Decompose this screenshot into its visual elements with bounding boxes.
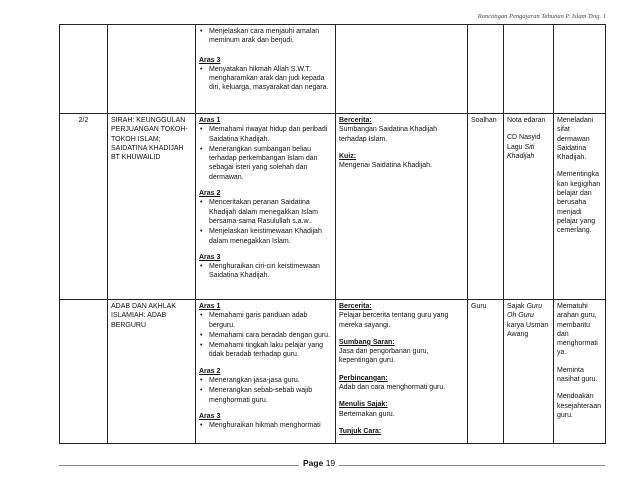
activity-text: Bertemakan guru.	[339, 410, 395, 418]
level-heading: Aras 3	[199, 253, 221, 261]
list-item: • Menghuraikan hikmah menghormati	[199, 421, 332, 430]
activity-title: Tunjuk Cara:	[339, 427, 382, 435]
topic-cell: ADAB DAN AKHLAK ISLAMIAH: ADAB BERGURU	[108, 300, 196, 444]
level-heading: Aras 2	[199, 367, 221, 375]
resource-item: CD Nasyid	[507, 134, 541, 142]
list-item: • Menceritakan peranan Saidatina Khadijah dalam menegakkan Islam bersama-sama Rasulullah s.a.w..	[199, 198, 332, 226]
week-cell: 2/2	[60, 114, 108, 300]
level-heading: Aras 3	[199, 56, 221, 64]
activity-text: Mengenai Saidatina Khadijah.	[339, 162, 433, 170]
activity-title: Bercerita:	[339, 117, 372, 124]
activity-title: Menulis Sajak:	[339, 401, 388, 409]
resource-item: Nota edaran	[507, 117, 546, 124]
activity-title: Sumbang Saran:	[339, 338, 395, 346]
activity-title: Bercerita:	[339, 303, 372, 310]
value-item: Mendoakan kesejahteraan guru.	[557, 393, 601, 419]
list-item: • Memahami garis panduan adab berguru.	[199, 311, 332, 330]
activity-text: Pelajar bercerita tentang guru yang mereka sayangi.	[339, 312, 449, 329]
resource-item: Sajak	[507, 303, 525, 310]
table-row	[60, 114, 606, 300]
value-item: Meneladani sifat dermawan Saidatina Khadijah.	[557, 117, 594, 162]
list-item: • Menjelaskan cara menjauhi amalan meminum arak dan berjudi.	[199, 27, 332, 46]
level-heading: Aras 3	[199, 412, 221, 420]
topic-title: SIRAH: KEUNGGULAN PERJUANGAN TOKOH-TOKOH ISLAM;	[111, 117, 188, 143]
activity-text: Jasa dan pengorbanan guru, kepentingan guru.	[339, 348, 429, 365]
objectives-cell	[196, 300, 336, 444]
document-header: Rancangan Pengajaran Tahunan P. Islam Ting. 1	[477, 13, 606, 20]
page-number: 19	[325, 458, 336, 468]
lesson-plan-table	[59, 24, 606, 444]
method-cell: Soalhan	[468, 114, 504, 300]
page-footer	[299, 458, 339, 468]
resources-cell	[504, 300, 554, 444]
activity-title: Kuiz:	[339, 152, 357, 160]
activity-text: Adab dan cara menghormati guru.	[339, 384, 446, 392]
objectives-cell	[196, 25, 336, 114]
level-heading: Aras 1	[199, 117, 221, 124]
resource-title: Guru Oh Guru	[507, 303, 543, 320]
method-cell: Guru	[468, 300, 504, 444]
page-label: Page	[303, 458, 324, 468]
resource-title: Siti Khadijah	[507, 143, 535, 160]
level-heading: Aras 2	[199, 190, 221, 198]
list-item: • Menyatakan hikmah Allah S.W.T. mengharamkan arak dan judi kepada diri, keluarga, masyarakat dan negara.	[199, 65, 332, 93]
list-item: • Menerangkan sumbangan beliau terhadap perkembangan Islam dan sebagai isteri yang solehah dan dermawan.	[199, 145, 332, 182]
activity-title: Perbincangan:	[339, 374, 388, 382]
resource-item: Lagu	[507, 143, 523, 151]
activities-cell	[336, 300, 468, 444]
values-cell	[554, 300, 606, 444]
list-item: • Menerangkan jasa-jasa guru.	[199, 376, 332, 385]
value-item: Mementingka kan kegigihan belajar dan berusaha menjadi pelajar yang cemerlang.	[557, 171, 601, 235]
topic-subtitle: SAIDATINA KHADIJAH BT KHUWAILID	[111, 144, 184, 162]
activity-text: Sumbangan Saidatina Khadijah terhadap Islam.	[339, 126, 438, 143]
list-item: • Menghuraikan ciri-ciri keistimewaan Saidatina Khadijah.	[199, 262, 332, 281]
level-heading: Aras 1	[199, 303, 221, 310]
list-item: • Memahami riwayat hidup dan peribadi Saidatina Khadijah.	[199, 125, 332, 144]
list-item: • Menjelaskan keistimewaan Khadijah dalam menegakkan Islam.	[199, 227, 332, 246]
table-row	[60, 25, 606, 114]
resource-item: karya Usman Awang	[507, 321, 549, 338]
objectives-cell	[196, 114, 336, 300]
table-row	[60, 300, 606, 444]
list-item: • Menerangkan sebab-sebab wajib menghormati guru.	[199, 386, 332, 405]
list-item: • Memahami cara beradab dengan guru.	[199, 331, 332, 340]
resources-cell	[504, 114, 554, 300]
values-cell	[554, 114, 606, 300]
activities-cell	[336, 114, 468, 300]
value-item: Meminta nasihat guru.	[557, 366, 598, 384]
topic-cell	[108, 114, 196, 300]
value-item: Mematuhi arahan guru, membantu dan menghormati ya.	[557, 303, 598, 357]
list-item: • Memahami tingkah laku pelajar yang tidak beradab terhadap guru.	[199, 341, 332, 360]
